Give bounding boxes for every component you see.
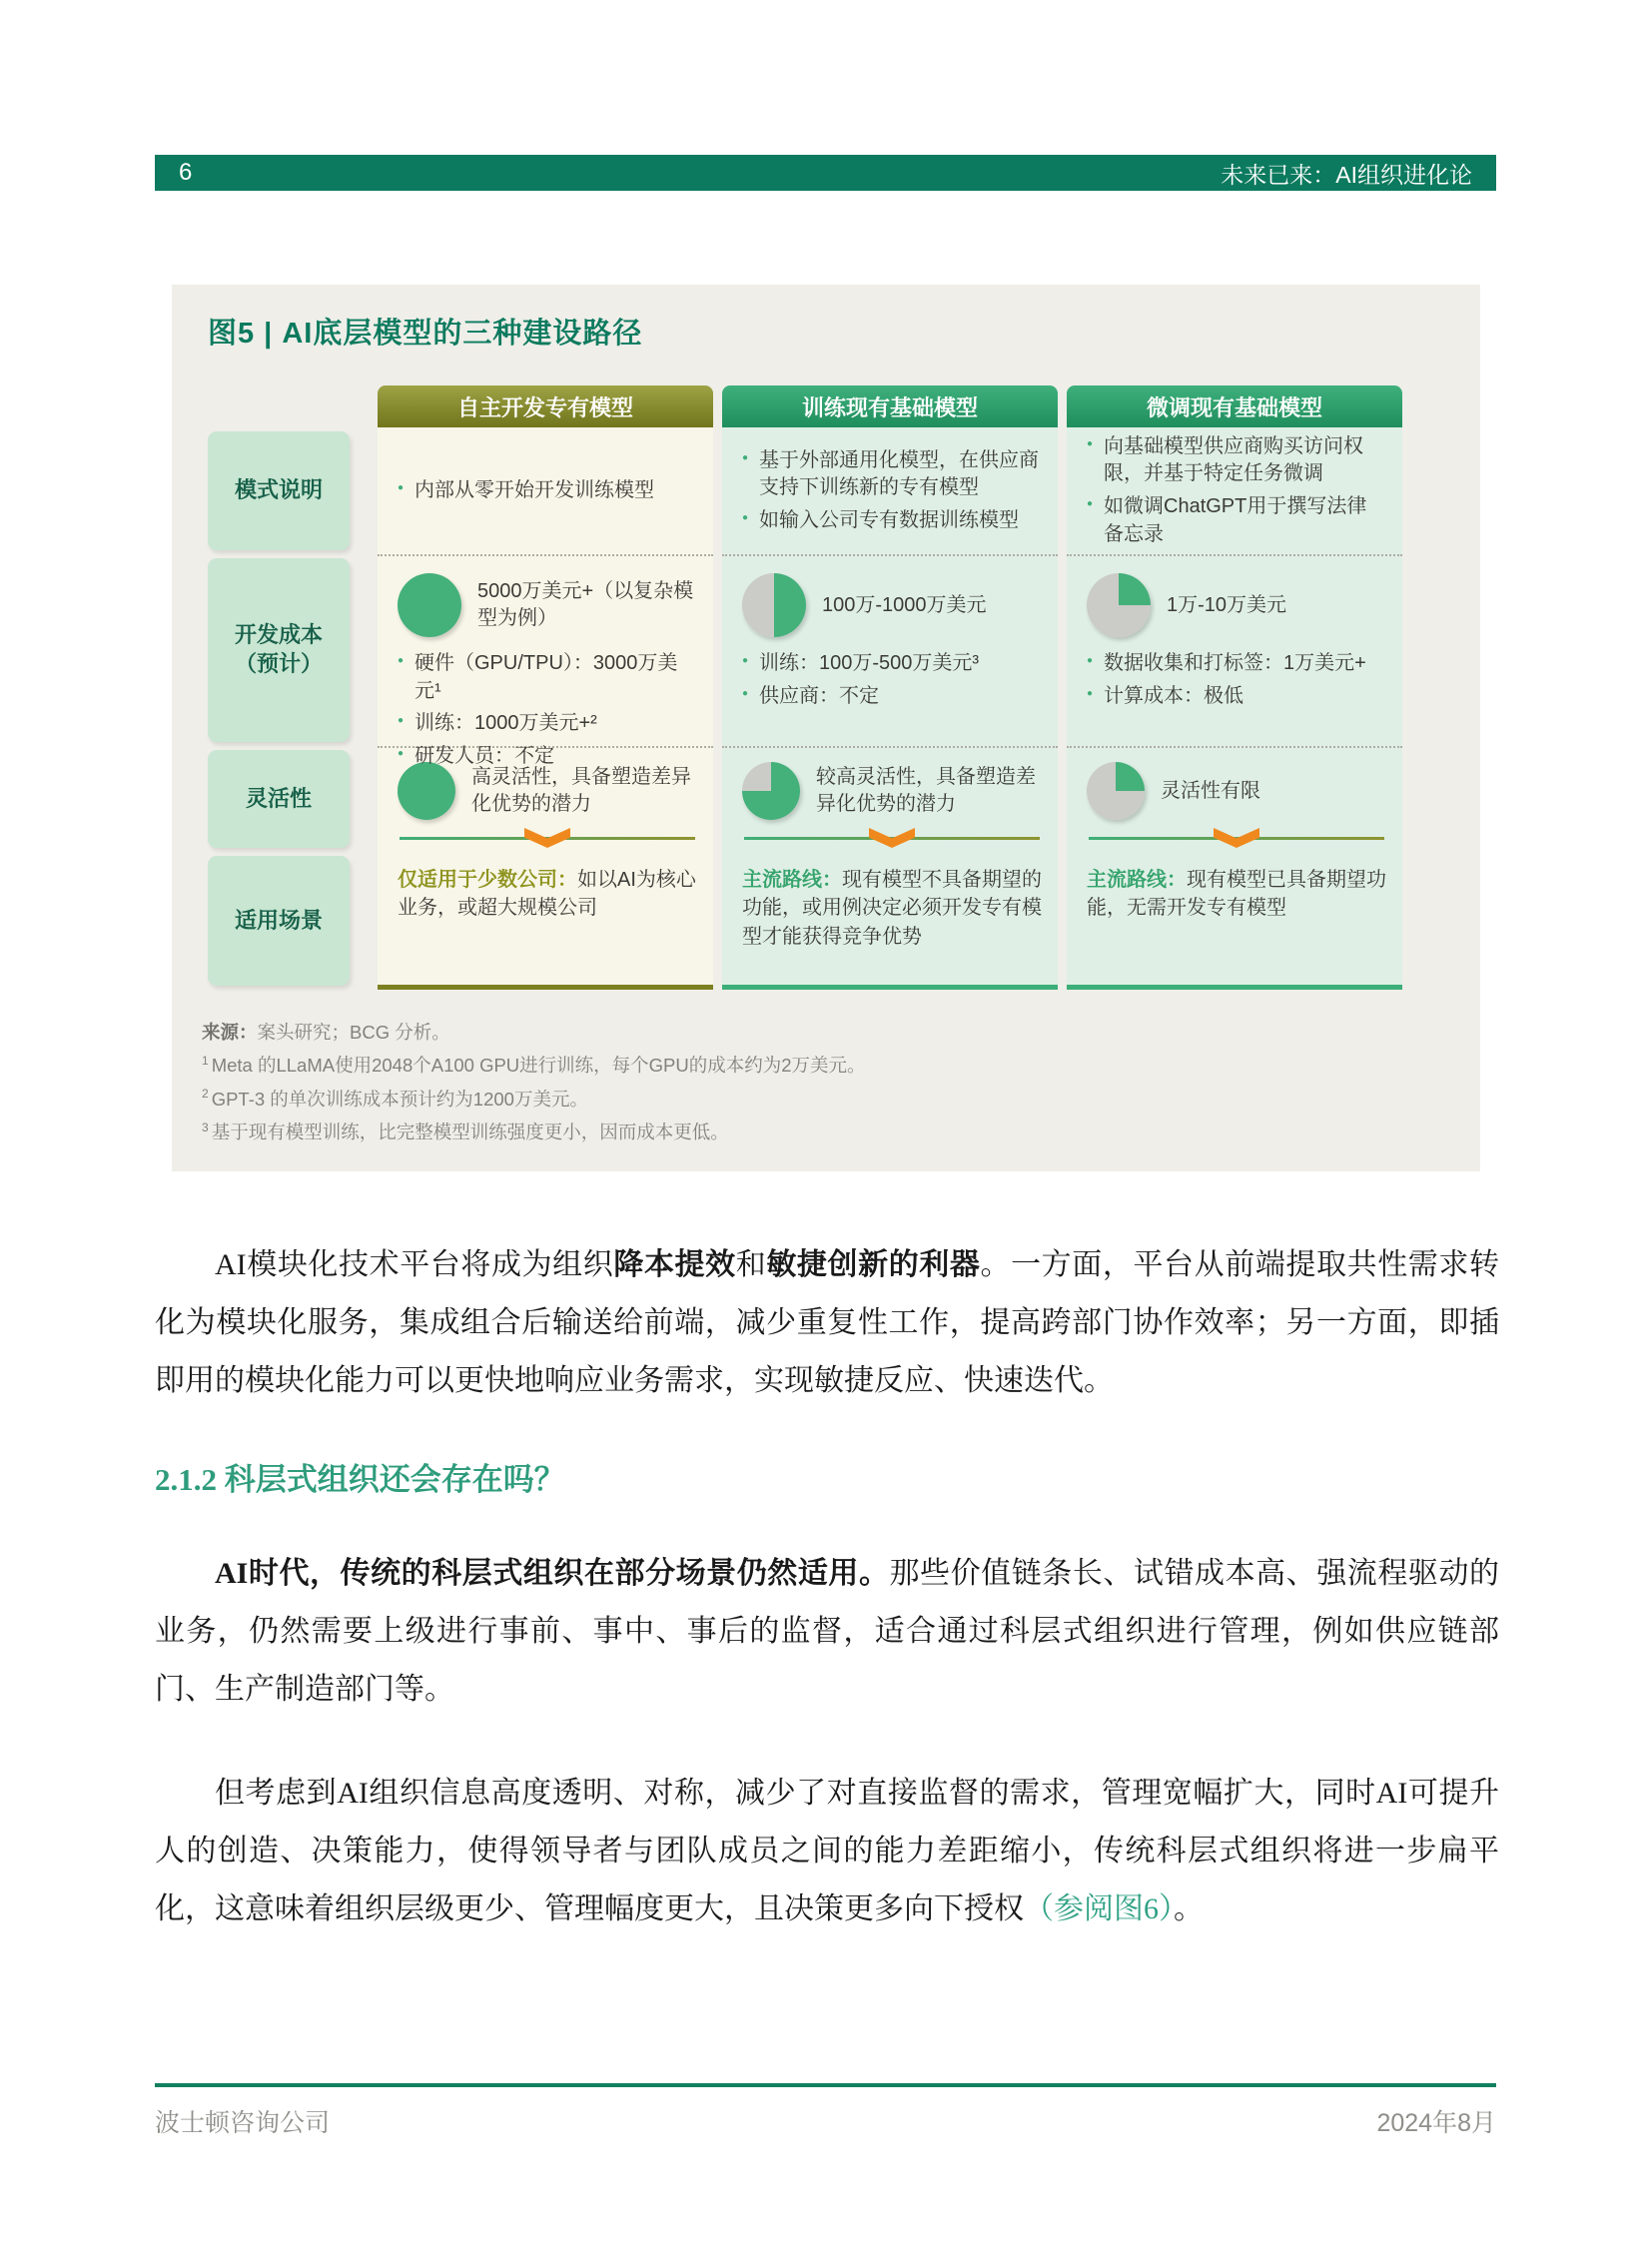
footnote: $^2$ GPT-3 的单次训练成本预计约为1200万美元。 — [202, 1087, 588, 1110]
scenario-lead: 主流路线： — [1087, 869, 1187, 891]
header-title: 未来已来：AI组织进化论 — [1221, 161, 1472, 188]
table-row-mode — [208, 427, 1480, 554]
cell-scenario-finetune-existing: 主流路线：现有模型已具备期望功能，无需开发专有模型 — [1067, 852, 1402, 990]
column-header-train-existing: 训练现有基础模型 — [722, 385, 1058, 427]
bullet-item: ● 如微调ChatGPT用于撰写法律备忘录 — [1087, 493, 1386, 548]
cell-mode-train-existing — [722, 427, 1058, 554]
footer-company: 波士顿咨询公司 — [155, 2109, 331, 2137]
bullet-item: ● 硬件（GPU/TPU）：3000万美元¹ — [398, 650, 697, 705]
harvey-ball-icon — [398, 573, 461, 637]
cell-flexibility-finetune-existing: 灵活性有限 — [1067, 746, 1402, 852]
row-label-flexibility: 灵活性 — [208, 750, 350, 848]
row-label-mode: 模式说明 — [208, 431, 350, 550]
row-label-cost: 开发成本 （预计） — [208, 558, 350, 742]
header-spacer — [208, 385, 350, 427]
bullet-item: ● 内部从零开始开发训练模型 — [398, 477, 697, 505]
harvey-ball-icon — [1087, 573, 1151, 637]
bullet-item: ● 供应商：不定 — [742, 683, 1042, 711]
figure-table — [208, 385, 1480, 990]
paragraph: AI时代，传统的科层式组织在部分场景仍然适用。那些价值链条长、试错成本高、强流程驱动的业务，仍然需要上级进行事前、事中、事后的监督，适合通过科层式组织进行管理，例如供应链部门、生产制造部门等。 — [155, 1557, 1499, 1706]
bullet-item: ● 计算成本：极低 — [1087, 683, 1386, 711]
table-row-scenario — [208, 852, 1480, 990]
harvey-ball-icon — [742, 573, 806, 637]
bullet-item: ● 训练：1000万美元+² — [398, 710, 697, 738]
bullet-item: ● 训练：100万-500万美元³ — [742, 650, 1042, 678]
bullet-item: ● 研发人员：不定 — [398, 743, 697, 771]
cell-cost-finetune-existing: 1万-10万美元 ● 数据收集和打标签：1万美元+ ● 计算成本：极低 — [1067, 554, 1402, 746]
harvey-ball-icon — [398, 762, 455, 820]
row-label-scenario: 适用场景 — [208, 856, 350, 986]
figure-panel — [172, 285, 1480, 1171]
cell-mode-finetune-existing — [1067, 427, 1402, 554]
harvey-ball-icon — [742, 762, 800, 820]
cell-cost-self-develop: 5000万美元+（以复杂模型为例） ● 硬件（GPU/TPU）：3000万美元¹ ● 训练：1000万美元+² ● 研发人员：不定 — [378, 554, 713, 746]
cell-mode-self-develop — [378, 427, 713, 554]
page-number: 6 — [179, 159, 193, 186]
cell-flexibility-train-existing: 较高灵活性，具备塑造差异化优势的潜力 — [722, 746, 1058, 852]
figure-reference-link[interactable]: （参阅图6） — [1024, 1892, 1174, 1925]
footnote: $^3$ 基于现有模型训练，比完整模型训练强度更小，因而成本更低。 — [202, 1120, 729, 1142]
source-note: 来源：案头研究；BCG 分析。 — [202, 1022, 450, 1043]
arrow-divider — [1089, 828, 1384, 848]
paragraph: AI模块化技术平台将成为组织降本提效和敏捷创新的利器。一方面，平台从前端提取共性需求转化为模块化服务，集成组合后输送给前端，减少重复性工作，提高跨部门协作效率；另一方面，即插即用的模块化能力可以更快地响应业务需求，实现敏捷反应、快速迭代。 — [155, 1248, 1499, 1397]
bullet-item: ● 基于外部通用化模型，在供应商支持下训练新的专有模型 — [742, 447, 1042, 502]
footer-date: 2024年8月 — [1376, 2109, 1496, 2137]
body-content — [155, 1236, 1499, 1938]
bullet-item: ● 数据收集和打标签：1万美元+ — [1087, 650, 1386, 678]
table-row-cost — [208, 554, 1480, 767]
arrow-divider — [400, 828, 695, 848]
cell-flexibility-self-develop: 高灵活性，具备塑造差异化优势的潜力 — [378, 746, 713, 852]
arrow-divider — [744, 828, 1040, 848]
table-header-row — [208, 385, 1480, 427]
scenario-lead: 仅适用于少数公司： — [398, 869, 577, 891]
figure-notes — [202, 1016, 1480, 1148]
figure-title: 图5 | AI底层模型的三种建设路径 — [208, 318, 643, 350]
bullet-item: ● 如输入公司专有数据训练模型 — [742, 507, 1042, 535]
cell-scenario-self-develop: 仅适用于少数公司：如以AI为核心业务，或超大规模公司 — [378, 852, 713, 990]
cell-cost-train-existing: 100万-1000万美元 ● 训练：100万-500万美元³ ● 供应商：不定 — [722, 554, 1058, 746]
scenario-lead: 主流路线： — [742, 869, 842, 891]
paragraph: 但考虑到AI组织信息高度透明、对称，减少了对直接监督的需求，管理宽幅扩大，同时AI可提升人的创造、决策能力，使得领导者与团队成员之间的能力差距缩小，传统科层式组织将进一步扁平化，这意味着组织层级更少、管理幅度更大，且决策更多向下授权（参阅图6）。 — [155, 1777, 1499, 1925]
section-heading: 2.1.2 科层式组织还会存在吗？ — [155, 1462, 565, 1497]
harvey-ball-icon — [1087, 762, 1145, 820]
bullet-item: ● 向基础模型供应商购买访问权限，并基于特定任务微调 — [1087, 433, 1386, 488]
column-header-finetune-existing: 微调现有基础模型 — [1067, 385, 1402, 427]
column-header-self-develop: 自主开发专有模型 — [378, 385, 713, 427]
footnote: $^1$ Meta 的LLaMA使用2048个A100 GPU进行训练，每个GPU的成本约为2万美元。 — [202, 1054, 866, 1077]
page-footer — [155, 2083, 1496, 2139]
cell-scenario-train-existing: 主流路线：现有模型不具备期望的功能，或用例决定必须开发专有模型才能获得竞争优势 — [722, 852, 1058, 990]
page-header-bar — [155, 155, 1496, 191]
